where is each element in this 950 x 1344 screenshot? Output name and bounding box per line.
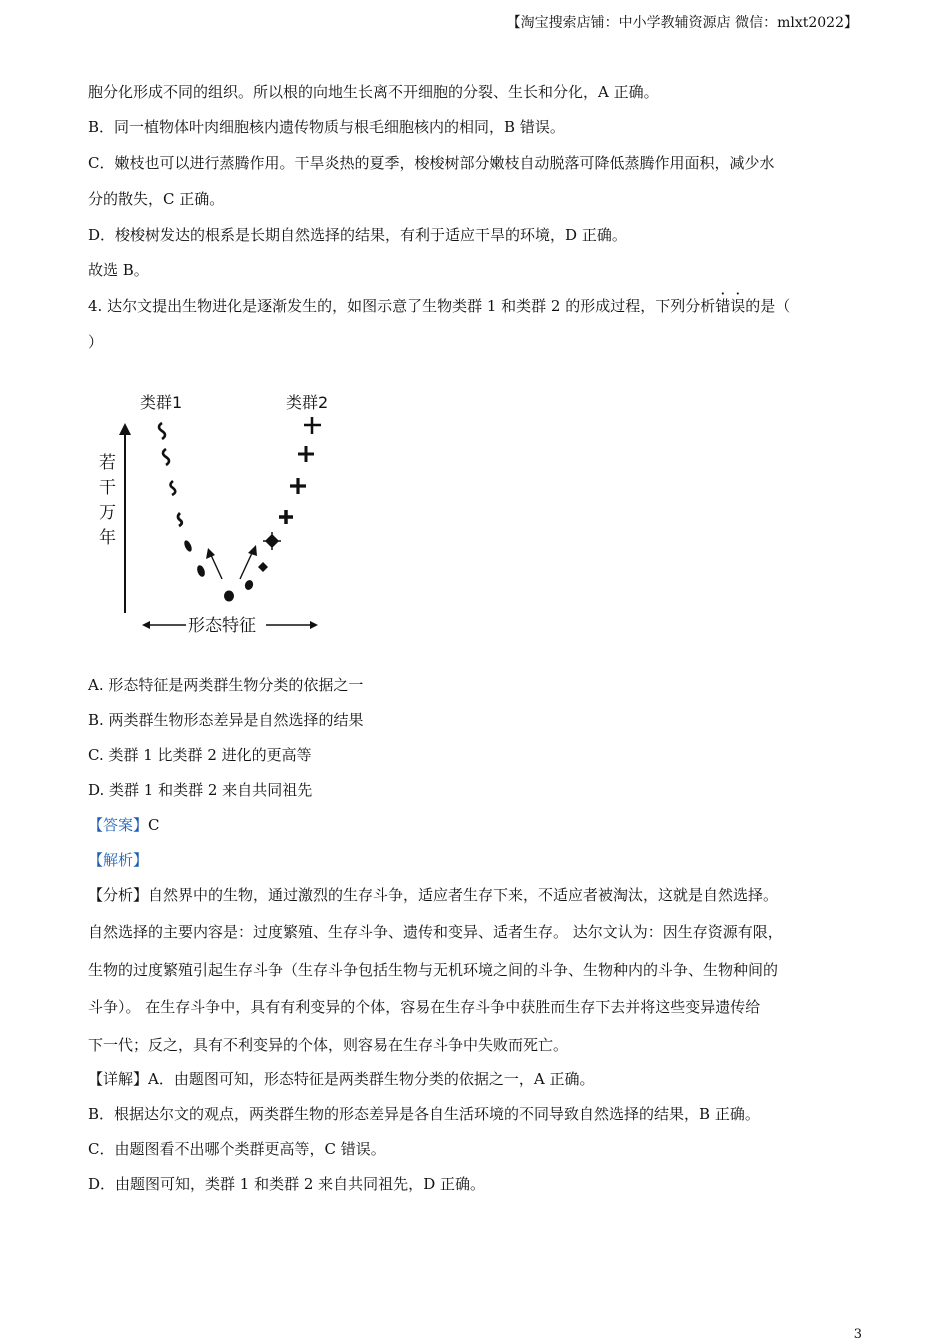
analysis-text-1: 自然界中的生物，通过激烈的生存斗争，适应者生存下来，不适应者被淘汰，这就是自然选择。 [148, 886, 779, 904]
y-axis-arrow-icon [119, 423, 131, 435]
group2-form-4 [263, 532, 281, 550]
group2-label: 类群2 [286, 393, 329, 412]
group2-form-3 [279, 510, 293, 524]
answer-line [88, 815, 160, 835]
group2-form-5 [258, 562, 268, 572]
y-label-char-2: 干 [99, 478, 116, 498]
option-a: A. 形态特征是两类群生物分类的依据之一 [88, 676, 364, 694]
text-line-5: D．梭梭树发达的根系是长期自然选择的结果，有利于适应干旱的环境，D 正确。 [88, 226, 627, 244]
analysis-line-2: 自然选择的主要内容是：过度繁殖、生存斗争、遗传和变异、适者生存。 达尔文认为：因生存资源有限， [88, 923, 783, 941]
text-line-4: 分的散失，C 正确。 [88, 190, 225, 208]
analysis-line-4: 斗争）。 在生存斗争中，具有有利变异的个体，容易在生存斗争中获胜而生存下去并将这些变异遗传给 [88, 998, 761, 1016]
group2-form-1 [298, 446, 314, 462]
x-axis-left-arrow-icon [142, 621, 150, 629]
detail-text-1: A．由题图可知，形态特征是两类群生物分类的依据之一，A 正确。 [148, 1070, 595, 1088]
fenxi-tag: 【分析】 [88, 886, 149, 904]
page-number: 3 [853, 1327, 862, 1342]
emphasis-char-1: 错 [715, 297, 731, 315]
group1-form-3 [171, 481, 176, 495]
y-label-char-1: 若 [99, 453, 116, 473]
arrow-to-group1 [211, 555, 222, 579]
group1-form-4 [178, 513, 182, 526]
text-line-6: 故选 B。 [88, 261, 149, 279]
option-c: C. 类群 1 比类群 2 进化的更高等 [88, 746, 312, 764]
group2-form-2 [290, 478, 306, 494]
text-line-2: B．同一植物体叶肉细胞核内遗传物质与根毛细胞核内的相同，B 错误。 [88, 118, 565, 136]
detail-line-3: C．由题图看不出哪个类群更高等，C 错误。 [88, 1140, 386, 1158]
analysis-tag: 【解析】 [88, 851, 149, 869]
detail-line-1 [88, 1069, 594, 1089]
analysis-line-3: 生物的过度繁殖引起生存斗争（生存斗争包括生物与无机环境之间的斗争、生物种内的斗争、生物种间的 [88, 961, 779, 979]
group2-form-6 [244, 579, 255, 591]
question-stem-a: 4. 达尔文提出生物进化是逐渐发生的，如图示意了生物类群 1 和类群 2 的形成过程，下列分析 [88, 297, 716, 315]
option-d: D. 类群 1 和类群 2 来自共同祖先 [88, 781, 313, 799]
detail-line-4: D．由题图可知，类群 1 和类群 2 来自共同祖先，D 正确。 [88, 1175, 485, 1193]
group1-label: 类群1 [140, 393, 183, 412]
answer-value: C [148, 816, 160, 834]
analysis-line-5: 下一代；反之，具有不利变异的个体，则容易在生存斗争中失败而死亡。 [88, 1036, 569, 1054]
y-label-char-4: 年 [99, 528, 116, 548]
xiangjie-tag: 【详解】 [88, 1070, 149, 1088]
emphasis-char-2: 误 [730, 297, 746, 315]
group2-form-0 [304, 417, 321, 434]
arrow-to-group2-head-icon [248, 545, 257, 556]
answer-tag: 【答案】 [88, 816, 149, 834]
group1-form-6 [196, 564, 207, 578]
ancestor-form [224, 591, 234, 602]
text-line-3: C．嫩枝也可以进行蒸腾作用。干旱炎热的夏季，梭梭树部分嫩枝自动脱落可降低蒸腾作用面积，减少水 [88, 154, 775, 172]
x-axis-label: 形态特征 [188, 616, 256, 636]
question-stem [88, 296, 790, 316]
option-b: B. 两类群生物形态差异是自然选择的结果 [88, 711, 364, 729]
arrow-to-group1-head-icon [206, 548, 215, 559]
group1-form-1 [159, 423, 165, 439]
group1-form-5 [183, 539, 194, 552]
arrow-to-group2 [240, 553, 252, 579]
question-stem-b: 的是（ [745, 297, 791, 315]
text-line-1: 胞分化形成不同的组织。所以根的向地生长离不开细胞的分裂、生长和分化，A 正确。 [88, 83, 659, 101]
group1-form-2 [163, 449, 169, 465]
page-header: 【淘宝搜索店铺：中小学教辅资源店 微信：mlxt2022】 [506, 15, 858, 31]
y-label-char-3: 万 [99, 503, 116, 523]
x-axis-right-arrow-icon [310, 621, 318, 629]
detail-line-2: B．根据达尔文的观点，两类群生物的形态差异是各自生活环境的不同导致自然选择的结果，B 正确。 [88, 1105, 760, 1123]
analysis-line-1 [88, 885, 778, 905]
evolution-figure [90, 383, 350, 643]
question-stem-close: ） [88, 333, 104, 351]
